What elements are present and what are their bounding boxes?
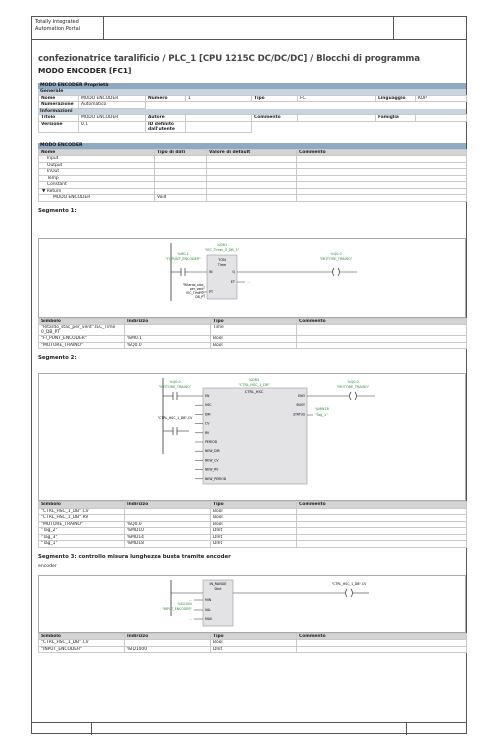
family-label: Famiglia bbox=[376, 115, 416, 122]
pin-min: MIN bbox=[205, 597, 212, 602]
logo-line-2: Automation Portal bbox=[35, 26, 81, 32]
symbol-name: "CTRL_HSC_1_DB".CV bbox=[39, 640, 125, 647]
symbol-address: %ID1000 bbox=[125, 646, 211, 653]
hsc-pin-label: NEW_CV bbox=[205, 458, 219, 463]
coil-left bbox=[333, 268, 335, 276]
segment-1-ladder bbox=[38, 238, 466, 318]
symbol-name: "Ritardo_stac_per_vent".IEC_Time 0_DB_PT bbox=[39, 325, 125, 336]
name-label: Nome bbox=[39, 95, 79, 102]
interface-name: MODO ENCODER bbox=[39, 195, 155, 202]
val-tag: "INPUT_ENCODER" bbox=[162, 606, 192, 611]
userid-label: ID definito dall'utente bbox=[146, 121, 186, 132]
symbol-address: %M0.1 bbox=[125, 336, 211, 343]
version-label: Versione bbox=[39, 121, 79, 132]
number-value: 1 bbox=[186, 95, 252, 102]
coil-left bbox=[346, 589, 348, 597]
coil-address: %Q0.0 bbox=[347, 380, 359, 384]
cv-contact-tag: "CTRL_HSC_1_DB".CV bbox=[157, 416, 193, 420]
symbol-name: "CTRL_HSC_1_DB".RV bbox=[39, 515, 125, 522]
interface-name: Input bbox=[39, 156, 155, 163]
segment-3-title: Segmento 3: controllo misura lunghezza busta tramite encoder bbox=[38, 553, 231, 560]
numbering-label: Numerazione bbox=[39, 102, 79, 109]
min-unconnected: ... bbox=[188, 597, 192, 602]
coil-address: %Q0.0 bbox=[330, 251, 342, 256]
segment-2-symbols bbox=[38, 501, 467, 548]
hsc-instance: "CTRL_HSC_1_DB" bbox=[238, 383, 270, 387]
contact-address: %M0.1 bbox=[177, 251, 189, 256]
logo-line-1: Totally Integrated bbox=[35, 19, 79, 25]
symbol-type: Time bbox=[211, 325, 297, 336]
symbol-address: %Q0.0 bbox=[125, 342, 211, 349]
en-contact-address: %Q0.0 bbox=[169, 380, 181, 384]
footer-middle bbox=[92, 723, 406, 735]
in-range-type: IN_RANGE bbox=[209, 581, 227, 586]
page-header bbox=[31, 16, 467, 40]
symbol-type: Bool bbox=[211, 515, 297, 522]
et-unconnected: ... bbox=[247, 279, 251, 284]
hsc-out-pin-label: BUSY bbox=[296, 403, 305, 408]
hsc-pin-label: EN bbox=[205, 394, 210, 398]
userid-value bbox=[186, 121, 252, 132]
col-address: Indirizzo bbox=[125, 318, 211, 325]
info-row-2-empty bbox=[252, 121, 467, 132]
pt-operand: "Ritardo_stac_ per_vent" IEC_Time 0_ DB_PT bbox=[182, 282, 205, 299]
general-row-2 bbox=[39, 102, 467, 109]
pin-q: Q bbox=[232, 269, 235, 274]
segment-3-symbols bbox=[38, 633, 467, 654]
info-bar: Informazioni bbox=[38, 109, 466, 115]
info-row-2 bbox=[39, 121, 467, 132]
hsc-pin-label: RV bbox=[205, 430, 210, 435]
symbol-type: Bool bbox=[211, 521, 297, 528]
type-label: Tipo bbox=[252, 95, 298, 102]
segment-2-title: Segmento 2: bbox=[38, 355, 77, 361]
hsc-pin-label: HSC bbox=[205, 403, 212, 408]
symbol-name: "INPUT_ENCODER" bbox=[39, 646, 125, 653]
symbol-type: Bool bbox=[211, 508, 297, 515]
footer-right bbox=[406, 723, 467, 735]
symbol-type: Bool bbox=[211, 342, 297, 349]
symbol-address bbox=[125, 325, 211, 336]
col-symbol: Simbolo bbox=[39, 318, 125, 325]
col-type: Tipo bbox=[211, 318, 297, 325]
title-label: Titolo bbox=[39, 115, 79, 122]
col-comment: Commento bbox=[297, 633, 467, 640]
symbol-type: DInt bbox=[211, 528, 297, 535]
language-label: Linguaggio bbox=[376, 95, 416, 102]
segment-2-diagram bbox=[39, 374, 465, 500]
interface-name: Output bbox=[39, 162, 155, 169]
symbol-type: DInt bbox=[211, 646, 297, 653]
hsc-pin-label: NEW_PERIOD bbox=[205, 476, 227, 481]
title-value: MODO ENCODER bbox=[79, 115, 146, 122]
symbol-row bbox=[39, 646, 467, 653]
symbol-type: DInt bbox=[211, 534, 297, 541]
document-title: confezionatrice taralificio / PLC_1 [CPU 1215C DC/DC/DC] / Blocchi di programma bbox=[38, 54, 420, 64]
block-title: MODO ENCODER [FC1] bbox=[38, 66, 132, 75]
coil-tag: "MOTORE_TRAINO" bbox=[319, 256, 353, 261]
symbol-row bbox=[39, 325, 467, 336]
symbol-comment bbox=[297, 325, 467, 336]
col-symbol: Simbolo bbox=[39, 633, 125, 640]
symbol-address: %Q0.0 bbox=[125, 521, 211, 528]
ctrl-hsc-block bbox=[203, 388, 307, 484]
number-label: Numero bbox=[146, 95, 186, 102]
numbering-value: Automatico bbox=[79, 102, 146, 109]
version-value: 0.1 bbox=[79, 121, 146, 132]
hsc-db: %DB3 bbox=[248, 378, 260, 382]
pin-pt: PT bbox=[209, 289, 214, 294]
pin-max: MAX bbox=[205, 616, 213, 621]
interface-default bbox=[207, 195, 297, 202]
symbol-address: %MD18 bbox=[125, 541, 211, 548]
properties-bar: MODO ENCODER Proprietà bbox=[38, 83, 466, 89]
symbol-type: Bool bbox=[211, 336, 297, 343]
segment-1-title: Segmento 1: bbox=[38, 207, 77, 214]
col-address: Indirizzo bbox=[125, 633, 211, 640]
symbol-name: "Tag_2" bbox=[39, 528, 125, 535]
page-footer bbox=[31, 722, 467, 735]
segment-3-diagram bbox=[39, 576, 465, 632]
hsc-out-pin-label: ENO bbox=[298, 394, 305, 398]
symbol-comment bbox=[297, 342, 467, 349]
hsc-pin-label: NEW_RV bbox=[205, 467, 219, 472]
segment-3-ladder bbox=[38, 575, 466, 633]
symbol-comment bbox=[297, 646, 467, 653]
coil-right bbox=[338, 268, 340, 276]
symbol-comment bbox=[297, 541, 467, 548]
interface-name: ▼ Return bbox=[39, 188, 155, 195]
general-row-2-empty bbox=[146, 102, 467, 109]
col-comment: Commento bbox=[297, 502, 467, 509]
symbol-type: Bool bbox=[211, 640, 297, 647]
pin-et: ET bbox=[230, 279, 235, 284]
status-address: %MW18 bbox=[315, 407, 329, 411]
col-datatype: Tipo di dati bbox=[155, 149, 207, 156]
timer-db: %DB1 bbox=[216, 242, 228, 247]
col-address: Indirizzo bbox=[125, 502, 211, 509]
timer-instance: "IEC_Timer_0_DB_1" bbox=[204, 247, 240, 252]
col-name: Nome bbox=[39, 149, 155, 156]
document-content bbox=[38, 44, 466, 653]
col-type: Tipo bbox=[211, 502, 297, 509]
ton-type: TON bbox=[218, 257, 226, 262]
symbol-address: %MD14 bbox=[125, 534, 211, 541]
val-address: %ID1000 bbox=[177, 601, 192, 606]
symbol-row bbox=[39, 342, 467, 349]
general-table bbox=[38, 95, 467, 109]
author-label: Autore bbox=[146, 115, 186, 122]
hsc-pin-label: NEW_DIR bbox=[205, 449, 220, 454]
symbol-row bbox=[39, 541, 467, 548]
coil-right bbox=[351, 589, 353, 597]
hsc-pin-label: PERIOD bbox=[205, 440, 218, 444]
symbol-type: DInt bbox=[211, 541, 297, 548]
interface-name: Constant bbox=[39, 182, 155, 189]
col-comment: Commento bbox=[297, 318, 467, 325]
interface-table bbox=[38, 149, 467, 202]
col-default: Valore di default bbox=[207, 149, 297, 156]
segment-2-ladder bbox=[38, 373, 466, 501]
max-unconnected: ... bbox=[188, 616, 192, 621]
symbol-name: "MOTORE_TRAINO" bbox=[39, 521, 125, 528]
interface-datatype: Void bbox=[155, 195, 207, 202]
hsc-type: CTRL_HSC bbox=[244, 390, 264, 394]
coil-right bbox=[355, 392, 357, 400]
coil-tag: "MOTORE_TRAINO" bbox=[336, 385, 370, 389]
hsc-pin-label: DIR bbox=[205, 412, 211, 417]
hsc-out-pin-label: STATUS bbox=[293, 412, 305, 417]
hsc-pin-label: CV bbox=[205, 421, 210, 426]
name-value: MODO ENCODER bbox=[79, 95, 146, 102]
symbol-name: "Tag_3" bbox=[39, 534, 125, 541]
symbol-name: "FI_PUNT_ENCODER" bbox=[39, 336, 125, 343]
coil-tag: "CTRL_HSC_1_DB".CV bbox=[331, 581, 367, 586]
comment-label: Commento bbox=[252, 115, 298, 122]
contact-tag: "FI_PUNT_ENCODER" bbox=[165, 256, 201, 261]
tia-logo-text bbox=[32, 17, 104, 39]
symbol-name: "Tag_1" bbox=[39, 541, 125, 548]
in-range-datatype: DInt bbox=[214, 586, 222, 591]
interface-bar: MODO ENCODER bbox=[38, 143, 466, 149]
type-value: FC bbox=[298, 95, 376, 102]
symbol-name: "CTRL_HSC_1_DB".CV bbox=[39, 508, 125, 515]
interface-row bbox=[39, 195, 467, 202]
interface-name: InOut bbox=[39, 169, 155, 176]
header-right bbox=[394, 17, 466, 39]
col-type: Tipo bbox=[211, 633, 297, 640]
pin-val: VAL bbox=[205, 607, 211, 612]
symbol-name: "MOTORE_TRAINO" bbox=[39, 342, 125, 349]
col-symbol: Simbolo bbox=[39, 502, 125, 509]
general-bar: Generale bbox=[38, 89, 466, 95]
en-contact-tag: "MOTORE_TRAINO" bbox=[158, 385, 192, 389]
status-tag: "Tag_1" bbox=[315, 413, 328, 417]
segment-1-diagram bbox=[39, 239, 465, 317]
symbol-address: %MD10 bbox=[125, 528, 211, 535]
header-middle bbox=[104, 17, 394, 39]
coil-left bbox=[350, 392, 352, 400]
interface-name: Temp bbox=[39, 175, 155, 182]
col-comment: Commento bbox=[297, 149, 467, 156]
segment-3-comment: encoder bbox=[38, 563, 57, 569]
info-table bbox=[38, 114, 467, 133]
footer-left bbox=[31, 723, 92, 735]
ton-time: Time bbox=[217, 262, 227, 267]
pin-in: IN bbox=[209, 269, 213, 274]
interface-comment bbox=[297, 195, 467, 202]
language-value: KOP bbox=[416, 95, 467, 102]
segment-1-symbols bbox=[38, 318, 467, 350]
